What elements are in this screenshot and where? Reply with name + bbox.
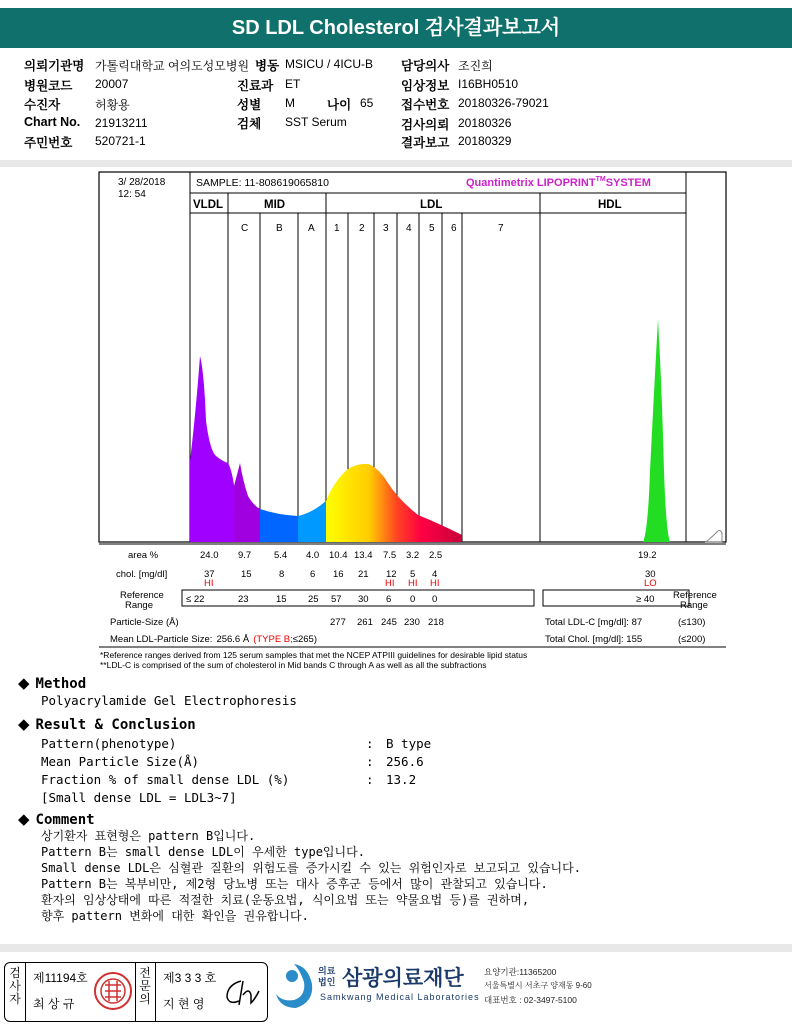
band-vldl: VLDL bbox=[193, 199, 224, 211]
subband-label: B bbox=[276, 223, 283, 234]
chart-time: 12: 54 bbox=[118, 189, 146, 200]
row-label-ref-1: Reference bbox=[120, 590, 164, 601]
seal-stamp-icon bbox=[93, 971, 133, 1011]
diamond-bullet-icon: ◆ bbox=[18, 675, 30, 692]
label-sex: 성별 bbox=[237, 98, 262, 112]
ref-value: 23 bbox=[238, 594, 249, 605]
result-value: 256.6 bbox=[386, 754, 424, 769]
org-name: 삼광의료재단 bbox=[342, 967, 464, 990]
divider-band-bottom bbox=[0, 944, 792, 952]
institution-code: 요양기관:11365200 bbox=[484, 967, 557, 977]
lipoprint-chart bbox=[98, 171, 728, 671]
value-report-date: 20180329 bbox=[458, 134, 512, 148]
result-title: Result & Conclusion bbox=[35, 717, 196, 733]
subband-label: 2 bbox=[359, 223, 365, 234]
label-specimen: 검체 bbox=[237, 117, 262, 131]
chart-sample: SAMPLE: 11-808619065810 bbox=[196, 177, 329, 189]
value-ward: MSICU / 4ICU-B bbox=[285, 57, 374, 71]
phone: 대표번호 : 02-3497-5100 bbox=[484, 995, 577, 1005]
particle-value: 261 bbox=[357, 617, 373, 628]
subband-label: C bbox=[241, 223, 249, 234]
label-chart-no: Chart No. bbox=[24, 115, 81, 129]
value-chart-no: 21913211 bbox=[95, 116, 148, 130]
area-value: 2.5 bbox=[429, 550, 443, 561]
sml-logo-icon bbox=[272, 962, 316, 1010]
comment-line: 향후 pattern 변화에 대한 확인을 권유합니다. bbox=[41, 909, 309, 923]
particle-label: Particle-Size (Å) bbox=[110, 617, 179, 628]
specialist-label: 전문의 bbox=[139, 966, 151, 1006]
row-label-area: area % bbox=[128, 550, 159, 561]
label-resident-no: 주민번호 bbox=[24, 136, 73, 150]
area-value: 13.4 bbox=[354, 550, 373, 561]
chol-value-hdl: 30 bbox=[645, 569, 656, 580]
label-age: 나이 bbox=[327, 98, 352, 112]
area-value: 10.4 bbox=[329, 550, 348, 561]
label-ward: 병동 bbox=[255, 59, 280, 73]
particle-value: 245 bbox=[381, 617, 397, 628]
method-title: Method bbox=[35, 676, 87, 692]
subband-label: 5 bbox=[429, 223, 435, 234]
area-value-hdl: 19.2 bbox=[638, 550, 657, 561]
ref-value-hdl: ≥ 40 bbox=[636, 594, 655, 605]
ref-value: 6 bbox=[386, 594, 392, 605]
label-institution: 의뢰기관명 bbox=[24, 59, 85, 73]
area-value: 24.0 bbox=[200, 550, 219, 561]
area-value: 3.2 bbox=[406, 550, 420, 561]
result-value: B type bbox=[386, 736, 432, 751]
mean-size: Mean LDL-Particle Size: 256.6 Å (TYPE B;≤265) bbox=[110, 634, 318, 645]
mid-a-peak bbox=[298, 501, 326, 542]
logo-small-2: 법인 bbox=[318, 977, 336, 987]
value-clinical: I16BH0510 bbox=[458, 77, 519, 91]
area-value: 9.7 bbox=[238, 550, 252, 561]
band-hdl: HDL bbox=[598, 199, 622, 211]
label-patient: 수진자 bbox=[24, 98, 61, 112]
value-doctor: 조진희 bbox=[458, 59, 493, 73]
ref-note-1: *Reference ranges derived from 125 serum samples that met the NCEP ATPIII guidelines for desirable lipid status bbox=[100, 650, 528, 660]
signature-icon bbox=[221, 977, 261, 1009]
result-section bbox=[18, 715, 196, 734]
hdl-peak bbox=[643, 319, 670, 542]
specialist-name: 지 현 영 bbox=[163, 997, 205, 1011]
footer bbox=[0, 954, 792, 1026]
comment-title: Comment bbox=[35, 812, 95, 828]
area-value: 5.4 bbox=[274, 550, 288, 561]
label-hospital-code: 병원코드 bbox=[24, 79, 73, 93]
ref-note-2: **LDL-C is comprised of the sum of cholesterol in Mid bands C through A as well as all the subfractions bbox=[100, 660, 487, 670]
address: 서울특별시 서초구 양재동 9-60 bbox=[484, 981, 592, 990]
label-receipt: 접수번호 bbox=[401, 98, 450, 112]
chol-flag-hdl: LO bbox=[644, 578, 657, 589]
result-sep: : bbox=[366, 772, 374, 787]
ref-value: 0 bbox=[432, 594, 438, 605]
chart-date: 3/ 28/2018 bbox=[118, 177, 166, 188]
label-clinical: 임상정보 bbox=[401, 79, 450, 93]
value-age: 65 bbox=[360, 96, 374, 110]
row-label-ref-2: Range bbox=[125, 600, 153, 611]
result-label: Mean Particle Size(Å) bbox=[41, 754, 200, 769]
label-request-date: 검사의뢰 bbox=[401, 118, 450, 132]
chart-brand: Quantimetrix LIPOPRINT™SYSTEM bbox=[466, 176, 651, 189]
result-sep: : bbox=[366, 736, 374, 751]
chol-value: 16 bbox=[333, 569, 344, 580]
sml-text: SML bbox=[276, 990, 291, 997]
patient-info bbox=[0, 52, 792, 160]
mid-b-peak bbox=[260, 509, 298, 542]
value-receipt: 20180326-79021 bbox=[458, 96, 549, 110]
result-note: [Small dense LDL = LDL3~7] bbox=[41, 790, 237, 805]
ref-value: 30 bbox=[358, 594, 369, 605]
value-request-date: 20180326 bbox=[458, 116, 512, 130]
chol-value: 15 bbox=[241, 569, 252, 580]
specialist-license: 제3 3 3 호 bbox=[163, 971, 217, 985]
comment-line: Pattern B는 복부비만, 제2형 당뇨병 또는 대사 증후군 등에서 많이 관찰되고 있습니다. bbox=[41, 877, 548, 891]
signature-box bbox=[4, 962, 268, 1022]
result-label: Pattern(phenotype) bbox=[41, 736, 177, 751]
ref-value: 57 bbox=[331, 594, 342, 605]
comment-line: 상기환자 표현형은 pattern B입니다. bbox=[41, 829, 256, 843]
chol-flag: HI bbox=[430, 578, 440, 589]
comment-line: 환자의 임상상태에 따른 적절한 치료(운동요법, 식이요법 또는 약물요법 등)를 권하며, bbox=[41, 893, 530, 907]
label-department: 진료과 bbox=[237, 79, 274, 93]
subband-label: 6 bbox=[451, 223, 457, 234]
ref-value: 0 bbox=[410, 594, 416, 605]
area-value: 4.0 bbox=[306, 550, 320, 561]
band-mid: MID bbox=[264, 199, 286, 211]
ref-box-hdl bbox=[543, 590, 689, 606]
value-hospital-code: 20007 bbox=[95, 77, 129, 91]
chol-value: 4 bbox=[432, 569, 438, 580]
particle-value: 230 bbox=[404, 617, 420, 628]
divider-band-top bbox=[0, 160, 792, 167]
ref-right-2: Range bbox=[680, 600, 708, 611]
total-ldl-ref: (≤130) bbox=[678, 617, 706, 628]
subband-label: A bbox=[308, 223, 315, 234]
chol-flag: HI bbox=[385, 578, 395, 589]
result-label: Fraction % of small dense LDL (%) bbox=[41, 772, 290, 787]
chol-value: 21 bbox=[358, 569, 369, 580]
method-section bbox=[18, 674, 86, 693]
result-sep: : bbox=[366, 754, 374, 769]
chol-flag: HI bbox=[204, 578, 214, 589]
chol-value: 6 bbox=[310, 569, 316, 580]
value-sex: M bbox=[285, 96, 295, 110]
ref-right-1: Reference bbox=[673, 590, 717, 601]
label-report-date: 결과보고 bbox=[401, 136, 450, 150]
comment-line: Small dense LDL은 심혈관 질환의 위험도를 증가시킬 수 있는 위험인자로 보고되고 있습니다. bbox=[41, 861, 581, 875]
diamond-bullet-icon: ◆ bbox=[18, 716, 30, 733]
chol-value: 12 bbox=[386, 569, 397, 580]
org-english: Samkwang Medical Laboratories bbox=[320, 992, 480, 1002]
row-label-chol: chol. [mg/dl] bbox=[116, 569, 168, 580]
value-specimen: SST Serum bbox=[285, 115, 347, 129]
ref-value: 15 bbox=[276, 594, 287, 605]
value-resident-no: 520721-1 bbox=[95, 134, 146, 148]
subband-label: 4 bbox=[406, 223, 412, 234]
total-ldl: Total LDL-C [mg/dl]: 87 bbox=[545, 617, 643, 628]
band-ldl: LDL bbox=[420, 199, 443, 211]
value-institution: 가톨릭대학교 여의도성모병원 bbox=[95, 59, 250, 73]
subband-label: 7 bbox=[498, 223, 504, 234]
ref-value: ≤ 22 bbox=[186, 594, 205, 605]
tester-name: 최 상 규 bbox=[33, 997, 75, 1011]
tester-license: 제11194호 bbox=[33, 971, 88, 985]
total-chol: Total Chol. [mg/dl]: 155 bbox=[545, 634, 643, 645]
value-patient: 허황용 bbox=[95, 98, 130, 112]
logo-small-1: 의료 bbox=[318, 966, 336, 976]
chol-value: 37 bbox=[204, 569, 215, 580]
comment-line: Pattern B는 small dense LDL이 우세한 type입니다. bbox=[41, 845, 365, 859]
tester-label: 검사자 bbox=[9, 966, 21, 1006]
value-department: ET bbox=[285, 77, 301, 91]
chol-value: 5 bbox=[410, 569, 416, 580]
chol-value: 8 bbox=[279, 569, 285, 580]
label-doctor: 담당의사 bbox=[401, 59, 450, 73]
area-value: 7.5 bbox=[383, 550, 397, 561]
particle-value: 218 bbox=[428, 617, 444, 628]
chol-flag: HI bbox=[408, 578, 418, 589]
total-chol-ref: (≤200) bbox=[678, 634, 706, 645]
subband-label: 1 bbox=[334, 223, 340, 234]
report-title: SD LDL Cholesterol 검사결과보고서 bbox=[0, 8, 792, 48]
vldl-peak bbox=[190, 356, 228, 542]
ref-value: 25 bbox=[308, 594, 319, 605]
subband-label: 3 bbox=[383, 223, 389, 234]
particle-value: 277 bbox=[330, 617, 346, 628]
result-value: 13.2 bbox=[386, 772, 417, 787]
diamond-bullet-icon: ◆ bbox=[18, 811, 30, 828]
method-text: Polyacrylamide Gel Electrophoresis bbox=[41, 693, 297, 708]
